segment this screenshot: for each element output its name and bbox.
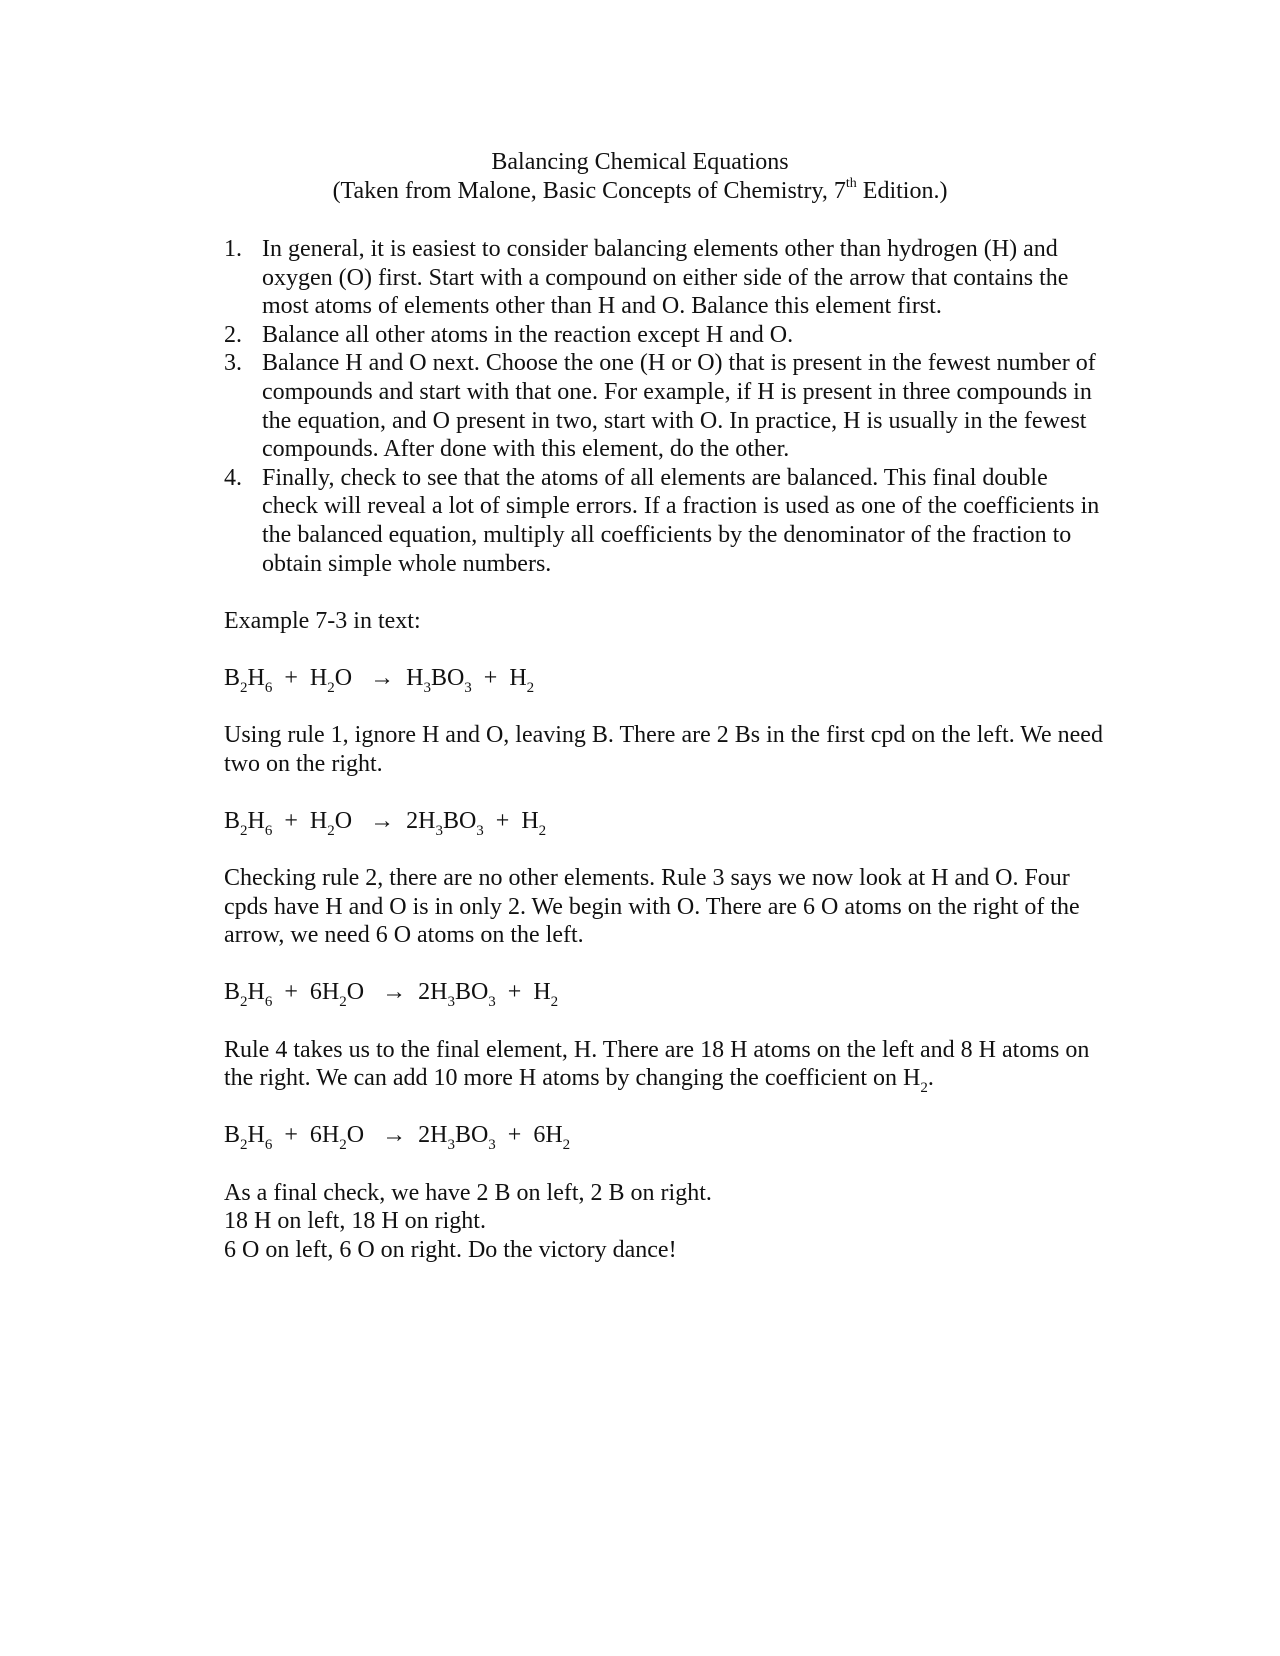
eq-subscript: 3 (476, 822, 484, 839)
list-number: 1. (224, 236, 242, 262)
eq-plus: + (272, 664, 310, 691)
subtitle-text: (Taken from Malone, Basic Concepts of Chemistry, 7 (332, 178, 846, 204)
list-text: Finally, check to see that the atoms of all elements are balanced. This final double check will reveal a lot of simple errors. If a fraction is used as one of the coefficients in the balanced equation, multiply all coefficients by the denominator of the fraction to obtain simple whole numbers. (262, 464, 1100, 577)
eq-term: BO (442, 807, 477, 834)
eq-term: B (224, 979, 241, 1006)
example-heading: Example 7-3 in text: (224, 607, 421, 634)
eq-term: H (509, 664, 527, 691)
final-check-line: As a final check, we have 2 B on left, 2 B on right. (224, 1179, 712, 1206)
equation-3 (224, 978, 1104, 1011)
eq-term: O (334, 807, 353, 834)
eq-term: O (346, 979, 365, 1006)
eq-subscript: 2 (526, 679, 535, 696)
eq-subscript: 2 (240, 1137, 248, 1154)
document-title: Balancing Chemical Equations (491, 149, 789, 175)
document-body (224, 235, 1104, 1264)
eq-term: 2H (418, 979, 448, 1006)
paragraph-text-end: . (927, 1065, 934, 1092)
eq-term: 2H (406, 807, 436, 834)
title-block (0, 148, 1280, 206)
eq-arrow: → (352, 664, 407, 691)
eq-term: H (406, 664, 424, 691)
final-check (224, 1179, 1104, 1265)
eq-subscript: 3 (447, 1137, 455, 1154)
eq-term: H (247, 664, 265, 691)
eq-term: 6H (309, 979, 340, 1006)
eq-subscript: 6 (264, 679, 273, 696)
eq-term: BO (430, 664, 465, 691)
list-number: 3. (224, 350, 242, 377)
equation-2 (224, 807, 1104, 839)
final-check-line: 6 O on left, 6 O on right. Do the victory dance! (224, 1236, 677, 1263)
eq-arrow: → (352, 807, 407, 834)
eq-term: O (346, 1122, 365, 1149)
eq-subscript: 3 (464, 679, 472, 696)
eq-term: 6H (309, 1122, 340, 1149)
eq-term: H (521, 807, 539, 834)
eq-plus: + (483, 807, 522, 834)
eq-plus: + (495, 979, 534, 1006)
list-text: Balance all other atoms in the reaction except H and O. (262, 321, 794, 348)
eq-plus: + (272, 807, 310, 834)
eq-term: H (247, 979, 265, 1006)
list-item (224, 235, 1104, 321)
eq-subscript: 3 (423, 679, 431, 696)
paragraph-rule-4 (224, 1036, 1104, 1097)
eq-subscript: 2 (327, 822, 335, 839)
list-item (224, 349, 1104, 463)
eq-term: BO (454, 1122, 489, 1149)
list-number: 4. (224, 464, 242, 491)
eq-subscript: 6 (264, 994, 273, 1011)
eq-term: BO (454, 979, 489, 1006)
paragraph-rule-1: Using rule 1, ignore H and O, leaving B. There are 2 Bs in the first cpd on the left. We need two on the right. (224, 722, 1103, 777)
equation-1 (224, 664, 1104, 696)
subtitle-text-end: Edition.) (856, 178, 948, 204)
eq-subscript: 2 (550, 994, 559, 1011)
eq-plus: + (272, 1122, 310, 1149)
final-check-line: 18 H on left, 18 H on right. (224, 1208, 486, 1235)
eq-term: H (533, 979, 551, 1006)
list-text: In general, it is easiest to consider balancing elements other than hydrogen (H) and oxygen (O) first. Start with a compound on either side of the arrow that contains the most atoms of elements other than H and O. Balance this element first. (262, 236, 1069, 320)
eq-subscript: 3 (435, 822, 443, 839)
eq-subscript: 3 (488, 994, 496, 1011)
eq-term: H (247, 807, 265, 834)
eq-plus: + (272, 979, 310, 1006)
list-number: 2. (224, 321, 242, 348)
eq-term: B (224, 807, 241, 834)
eq-plus: + (471, 664, 510, 691)
paragraph-text: Rule 4 takes us to the final element, H. There are 18 H atoms on the left and 8 H atoms on the right. We can add 10 more H atoms by changing the coefficient on H (224, 1036, 1090, 1092)
eq-subscript: 2 (339, 994, 347, 1011)
eq-arrow: → (364, 1122, 419, 1149)
eq-term: H (309, 807, 328, 834)
list-item (224, 321, 1104, 350)
eq-subscript: 2 (327, 679, 335, 696)
equation-4 (224, 1121, 1104, 1154)
paragraph-rule-2-3: Checking rule 2, there are no other elements. Rule 3 says we now look at H and O. Four cpds have H and O is in only 2. We begin with O. There are 6 O atoms on the right of the arrow, we need 6 O atoms on the left. (224, 865, 1080, 949)
eq-arrow: → (364, 979, 419, 1006)
eq-subscript: 2 (339, 1137, 347, 1154)
rules-list (224, 235, 1104, 578)
eq-term: 6H (533, 1122, 563, 1149)
eq-term: 2H (418, 1122, 448, 1149)
eq-subscript: 6 (264, 822, 273, 839)
eq-subscript: 2 (538, 822, 547, 839)
eq-term: H (309, 664, 328, 691)
paragraph-subscript: 2 (920, 1080, 928, 1097)
document-subtitle (0, 177, 1280, 206)
list-text: Balance H and O next. Choose the one (H or O) that is present in the fewest number of compounds and start with that one. For example, if H is present in three compounds in the equation, and O present in two, start with O. In practice, H is usually in the fewest compounds. After done with this element, do the other. (262, 350, 1096, 463)
eq-subscript: 2 (562, 1137, 571, 1154)
eq-plus: + (495, 1122, 534, 1149)
eq-subscript: 3 (447, 994, 455, 1011)
eq-subscript: 6 (264, 1137, 273, 1154)
eq-term: H (247, 1122, 265, 1149)
eq-term: O (334, 664, 353, 691)
list-item (224, 464, 1104, 578)
eq-subscript: 2 (240, 679, 248, 696)
eq-term: B (224, 1122, 241, 1149)
eq-subscript: 2 (240, 822, 248, 839)
eq-subscript: 3 (488, 1137, 496, 1154)
eq-term: B (224, 664, 241, 691)
subtitle-superscript: th (845, 176, 857, 191)
eq-subscript: 2 (240, 994, 248, 1011)
